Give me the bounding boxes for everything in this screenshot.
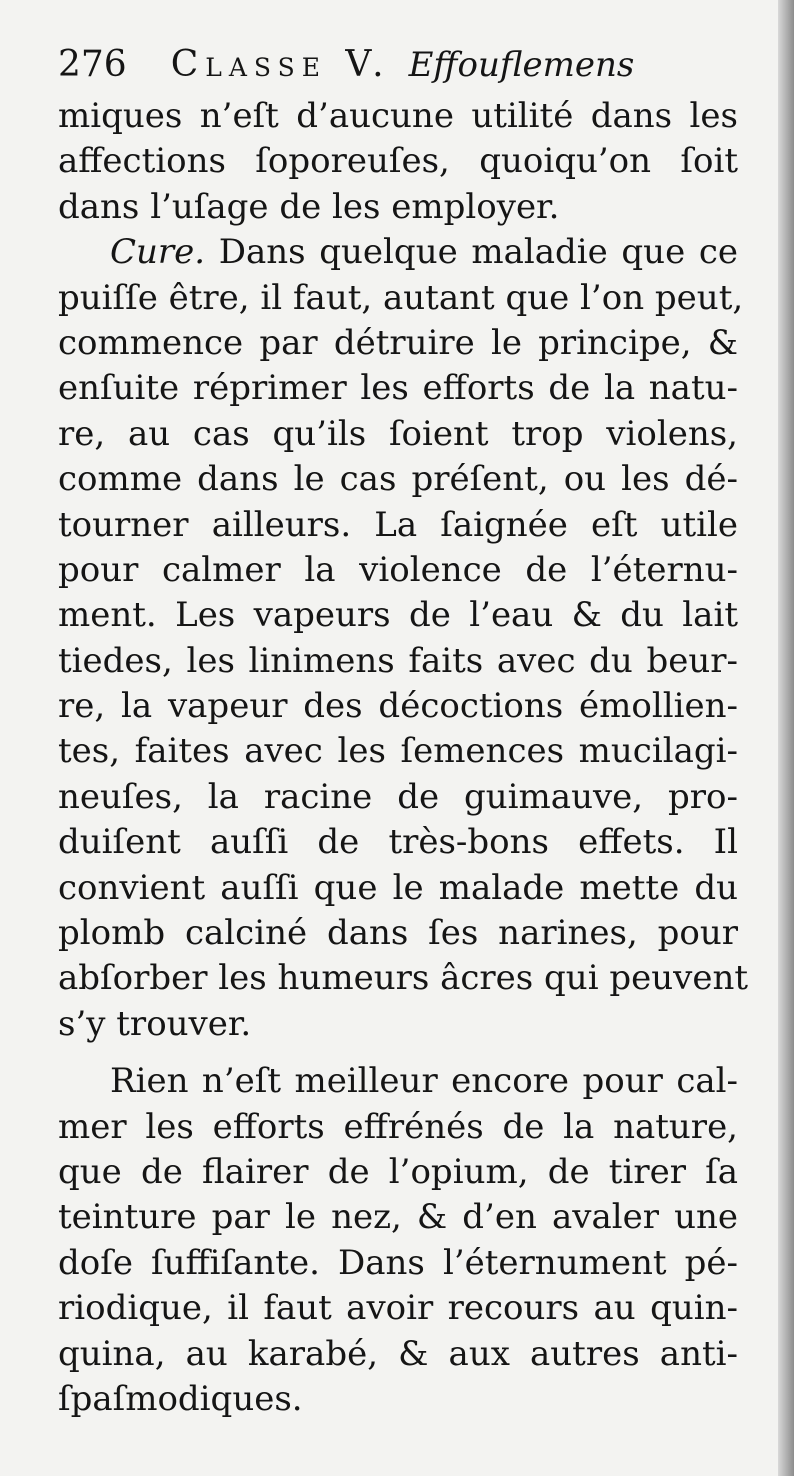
text-line: riodique, il faut avoir recours au quin- bbox=[58, 1288, 738, 1329]
text-line: affections ſoporeuſes, quoiqu’on ſoit bbox=[58, 141, 738, 182]
text-line: abſorber les humeurs âcres qui peuvent bbox=[58, 958, 749, 999]
running-header bbox=[58, 36, 738, 94]
text-line: pour calmer la violence de l’éternu- bbox=[58, 549, 738, 590]
text-line: tourner ailleurs. La ſaignée eſt utile bbox=[58, 504, 738, 545]
text-line-rest: Dans quelque maladie que ce bbox=[218, 232, 738, 273]
paragraph-opium bbox=[58, 1059, 738, 1422]
page-number: 276 bbox=[58, 44, 127, 85]
text-line: duiſent auſſi de très-bons effets. Il bbox=[58, 822, 738, 863]
text-line: commence par détruire le principe, & bbox=[58, 322, 738, 363]
text-line: quina, au karabé, & aux autres anti- bbox=[58, 1333, 738, 1374]
text-line: teinture par le nez, & d’en avaler une bbox=[58, 1197, 738, 1238]
text-line: plomb calciné dans ſes narines, pour bbox=[58, 913, 738, 954]
text-line: s’y trouver. bbox=[58, 1003, 252, 1044]
text-line: ment. Les vapeurs de l’eau & du lait bbox=[58, 595, 738, 636]
section-lead-word: Cure. bbox=[110, 232, 206, 273]
text-line: miques n’eſt d’aucune utilité dans les bbox=[58, 96, 738, 136]
text-line: ſpaſmodiques. bbox=[58, 1378, 303, 1419]
text-block bbox=[58, 36, 749, 1422]
text-line: tiedes, les linimens faits avec du beur- bbox=[58, 640, 738, 681]
paragraph-gap bbox=[58, 1047, 738, 1059]
text-line bbox=[58, 230, 738, 275]
text-line: tes, faites avec les ſemences mucilagi- bbox=[58, 731, 738, 772]
text-line: re, au cas qu’ils ſoient trop violens, bbox=[58, 413, 738, 454]
text-line: enſuite réprimer les efforts de la natu- bbox=[58, 368, 738, 409]
text-line: doſe ſuffiſante. Dans l’éternument pé- bbox=[58, 1242, 738, 1283]
text-line: mer les efforts effrénés de la nature, bbox=[58, 1106, 738, 1147]
text-line: puiſſe être, il faut, autant que l’on peut, bbox=[58, 277, 744, 318]
text-line: re, la vapeur des décoctions émollien- bbox=[58, 686, 738, 727]
paragraph-cure bbox=[58, 230, 749, 1047]
text-line: neuſes, la racine de guimauve, pro- bbox=[58, 776, 738, 817]
paragraph-continued bbox=[58, 94, 738, 230]
text-line: comme dans le cas préſent, ou les dé- bbox=[58, 459, 738, 500]
text-line: dans l’uſage de les employer. bbox=[58, 186, 560, 227]
class-title: Classe V. bbox=[170, 44, 391, 85]
text-line: que de flairer de l’opium, de tirer ſa bbox=[58, 1151, 738, 1192]
text-line: Rien n’eſt meilleur encore pour cal- bbox=[110, 1061, 738, 1102]
scan-edge bbox=[794, 0, 800, 1476]
running-title: Effouflemens bbox=[408, 45, 635, 85]
text-line: convient auſſi que le malade mette du bbox=[58, 867, 738, 908]
